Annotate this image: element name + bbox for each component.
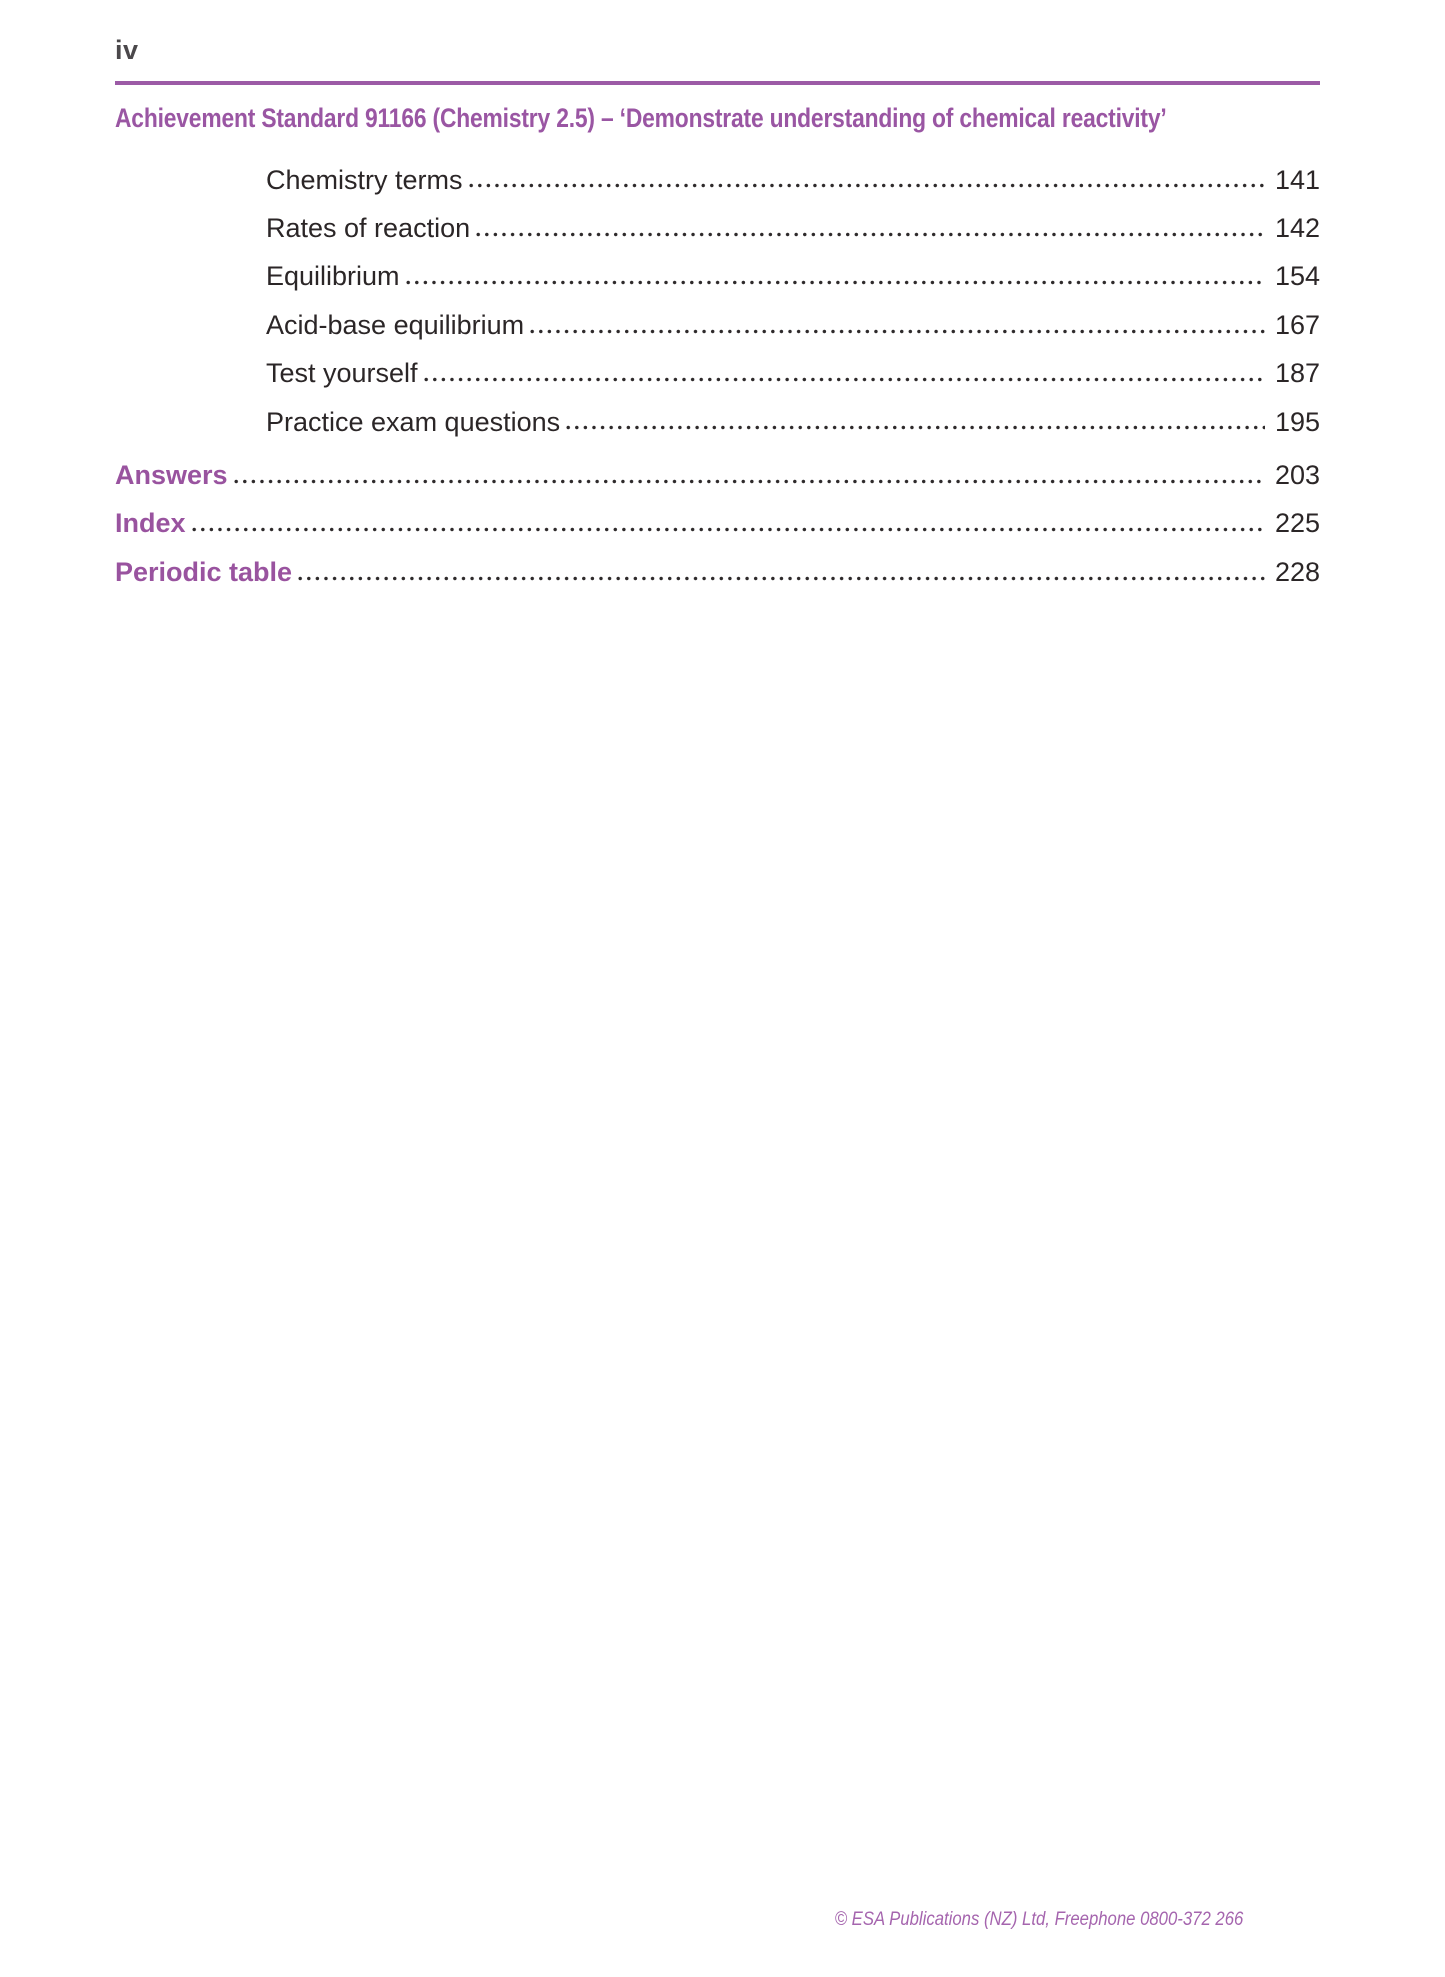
- toc-entry: [115, 156, 1320, 204]
- toc-entry-page: 141: [1274, 164, 1320, 195]
- section-heading: Achievement Standard 91166 (Chemistry 2.5) – ‘Demonstrate understanding of chemical reactivity’: [115, 103, 1167, 133]
- dot-leader: [469, 183, 1265, 188]
- toc-entry-label: Acid-base equilibrium: [266, 309, 525, 340]
- copyright-footer: © ESA Publications (NZ) Ltd, Freephone 0800-372 266: [834, 1909, 1243, 1930]
- toc-entry: [115, 350, 1320, 398]
- toc-entry: [115, 253, 1320, 301]
- toc-entry-label: Index: [115, 508, 186, 539]
- dot-leader: [424, 377, 1265, 382]
- page-number: iv: [115, 35, 139, 65]
- toc-entry-answers: [115, 451, 1320, 499]
- toc-entry-periodic-table: [115, 548, 1320, 596]
- toc-entry-page: 167: [1274, 309, 1320, 340]
- header-rule: [115, 81, 1320, 85]
- dot-leader: [476, 232, 1265, 237]
- toc-entry-page: 228: [1274, 556, 1320, 587]
- toc-entry: [115, 398, 1320, 446]
- toc-entry-page: 154: [1274, 261, 1320, 292]
- toc-entry-page: 195: [1274, 406, 1320, 437]
- toc-entry: [115, 301, 1320, 349]
- toc-entry-label: Periodic table: [115, 556, 293, 587]
- dot-leader: [234, 479, 1265, 484]
- toc-entry-page: 225: [1274, 508, 1320, 539]
- toc-entry-label: Practice exam questions: [266, 406, 561, 437]
- dot-leader: [192, 527, 1265, 532]
- toc-entry-label: Chemistry terms: [266, 164, 463, 195]
- toc-entry-page: 203: [1274, 460, 1320, 491]
- dot-leader: [298, 576, 1265, 581]
- toc-entry-index: [115, 500, 1320, 548]
- toc-entry-label: Rates of reaction: [266, 213, 471, 244]
- dot-leader: [530, 329, 1265, 334]
- toc-entry-page: 187: [1274, 358, 1320, 389]
- toc-entry: [115, 204, 1320, 252]
- toc-entry-page: 142: [1274, 213, 1320, 244]
- table-of-contents: [115, 156, 1320, 597]
- dot-leader: [406, 280, 1265, 285]
- toc-entry-label: Test yourself: [266, 358, 418, 389]
- toc-entry-label: Equilibrium: [266, 261, 400, 292]
- toc-entry-label: Answers: [115, 460, 228, 491]
- dot-leader: [566, 425, 1265, 430]
